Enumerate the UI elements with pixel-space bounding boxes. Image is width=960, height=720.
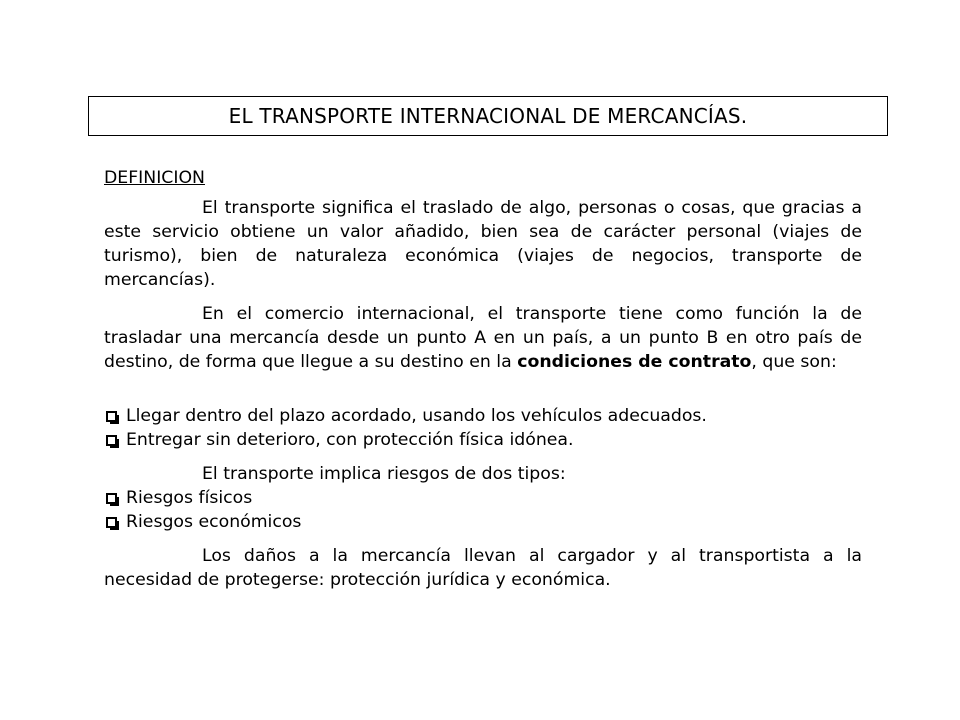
- slide-content: [104, 166, 862, 602]
- spacer: [104, 384, 862, 404]
- list-item-text: Entregar sin deterioro, con protección física idónea.: [126, 430, 574, 450]
- definition-paragraph: El transporte significa el traslado de algo, personas o cosas, que gracias a este servicio obtiene un valor añadido, bien sea de carácter personal (viajes de turismo), bien de naturaleza económica (viajes de negocios, transporte de mercancías).: [104, 198, 862, 290]
- contract-conditions-bold: condiciones de contrato: [517, 352, 752, 372]
- commerce-text-end: , que son:: [751, 352, 837, 372]
- checkbox-bullet-icon: [106, 517, 117, 528]
- list-item-text: Riesgos económicos: [126, 512, 302, 532]
- commerce-paragraph: [104, 302, 862, 374]
- damages-paragraph: Los daños a la mercancía llevan al cargador y al transportista a la necesidad de protegerse: protección jurídica y económica.: [104, 546, 862, 590]
- list-item: [104, 428, 862, 452]
- list-item: [104, 510, 862, 534]
- risks-intro: El transporte implica riesgos de dos tipos:: [202, 464, 566, 484]
- slide-title: EL TRANSPORTE INTERNACIONAL DE MERCANCÍAS.: [228, 104, 748, 128]
- list-item-text: Llegar dentro del plazo acordado, usando los vehículos adecuados.: [126, 406, 707, 426]
- checkbox-bullet-icon: [106, 493, 117, 504]
- risks-list: [104, 486, 862, 534]
- commerce-text-start: En el comercio internacional, el transporte tiene como función la de trasladar una mercancía desde un punto A en un país, a un punto B en otro país de destino, de forma que llegue a su destino en la: [104, 304, 862, 372]
- list-item: [104, 486, 862, 510]
- list-item: [104, 404, 862, 428]
- checkbox-bullet-icon: [106, 411, 117, 422]
- slide-title-box: [88, 96, 888, 136]
- conditions-list: [104, 404, 862, 452]
- checkbox-bullet-icon: [106, 435, 117, 446]
- section-heading: DEFINICION: [104, 168, 205, 188]
- list-item-text: Riesgos físicos: [126, 488, 253, 508]
